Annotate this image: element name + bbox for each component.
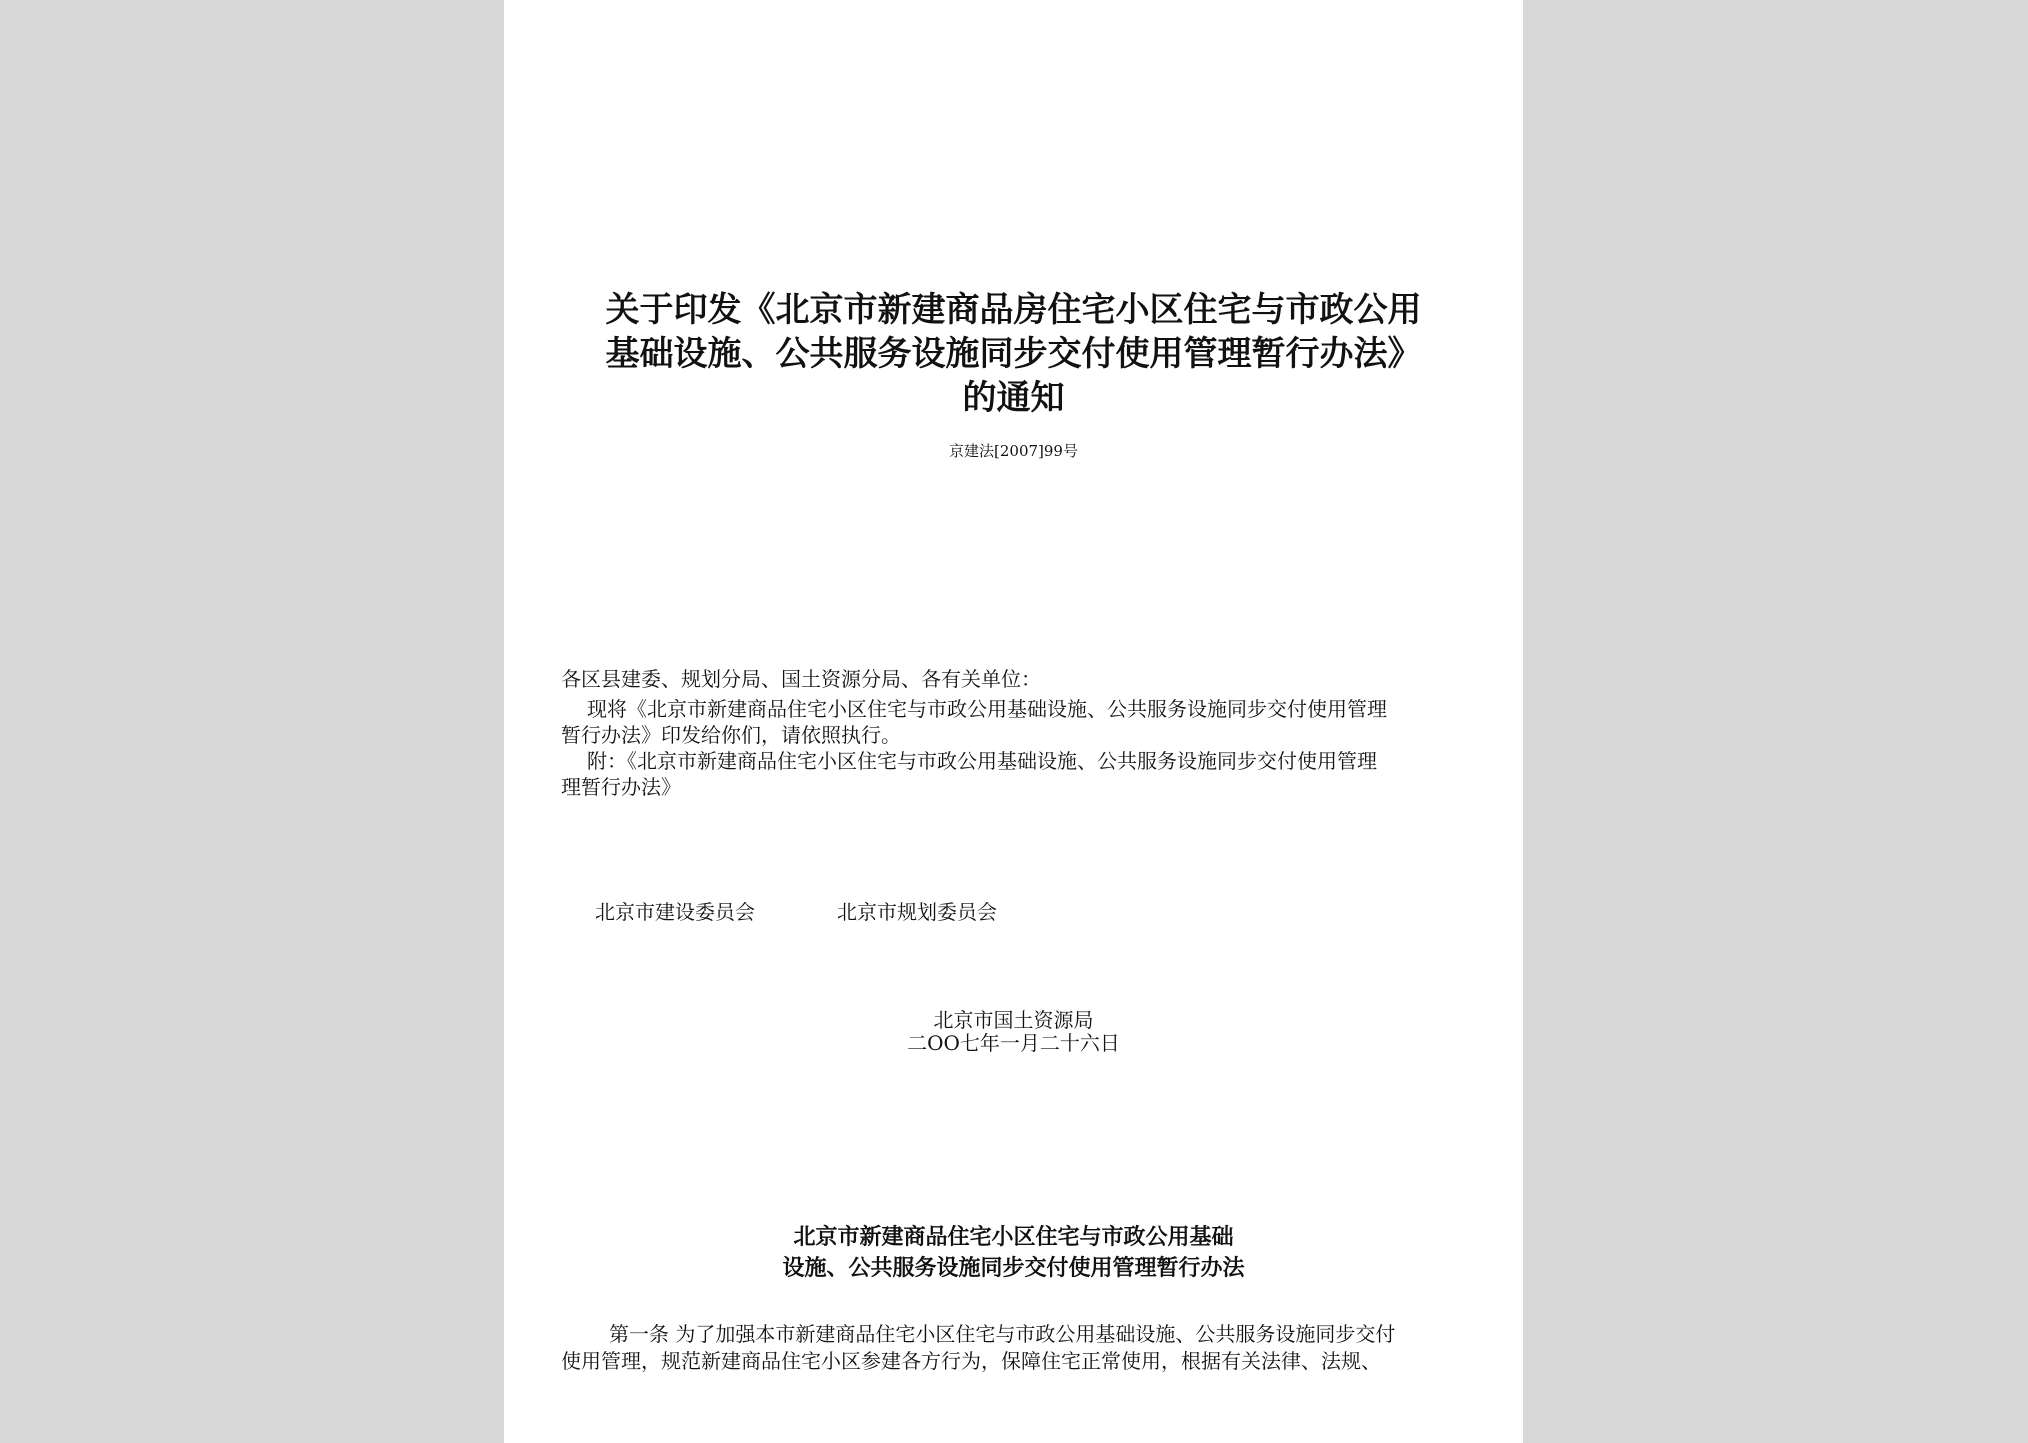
regulation-title-line-2: 设施、公共服务设施同步交付使用管理暂行办法 [782, 1255, 1245, 1281]
notice-title [504, 288, 1523, 420]
paragraph-1-line-2: 暂行办法》印发给你们，请依照执行。 [561, 723, 901, 747]
document-number: 京建法[2007]99号 [949, 442, 1078, 460]
attachment-line-2: 理暂行办法》 [561, 775, 681, 799]
regulation-title [504, 1222, 1523, 1284]
paragraph-1-line-1: 现将《北京市新建商品住宅小区住宅与市政公用基础设施、公共服务设施同步交付使用管理 [587, 697, 1387, 721]
addressee: 各区县建委、规划分局、国土资源分局、各有关单位： [561, 667, 1041, 691]
article-1-line-1: 第一条 为了加强本市新建商品住宅小区住宅与市政公用基础设施、公共服务设施同步交付 [609, 1322, 1396, 1346]
signature-planning-committee: 北京市规划委员会 [837, 900, 997, 924]
signature-construction-committee: 北京市建设委员会 [595, 900, 755, 924]
issue-date: 二OO七年一月二十六日 [907, 1031, 1120, 1055]
attachment-line-1: 附：《北京市新建商品住宅小区住宅与市政公用基础设施、公共服务设施同步交付使用管理 [587, 749, 1377, 773]
document-page [504, 0, 1523, 1443]
signature-land-resources-bureau: 北京市国土资源局 [933, 1008, 1094, 1032]
notice-title-line-1: 关于印发《北京市新建商品房住宅小区住宅与市政公用 [605, 290, 1422, 330]
notice-title-line-2: 基础设施、公共服务设施同步交付使用管理暂行办法》 [605, 334, 1422, 374]
article-1-line-2: 使用管理，规范新建商品住宅小区参建各方行为，保障住宅正常使用，根据有关法律、法规、 [561, 1349, 1381, 1373]
regulation-title-line-1: 北京市新建商品住宅小区住宅与市政公用基础 [793, 1224, 1234, 1250]
notice-title-line-3: 的通知 [962, 378, 1065, 418]
